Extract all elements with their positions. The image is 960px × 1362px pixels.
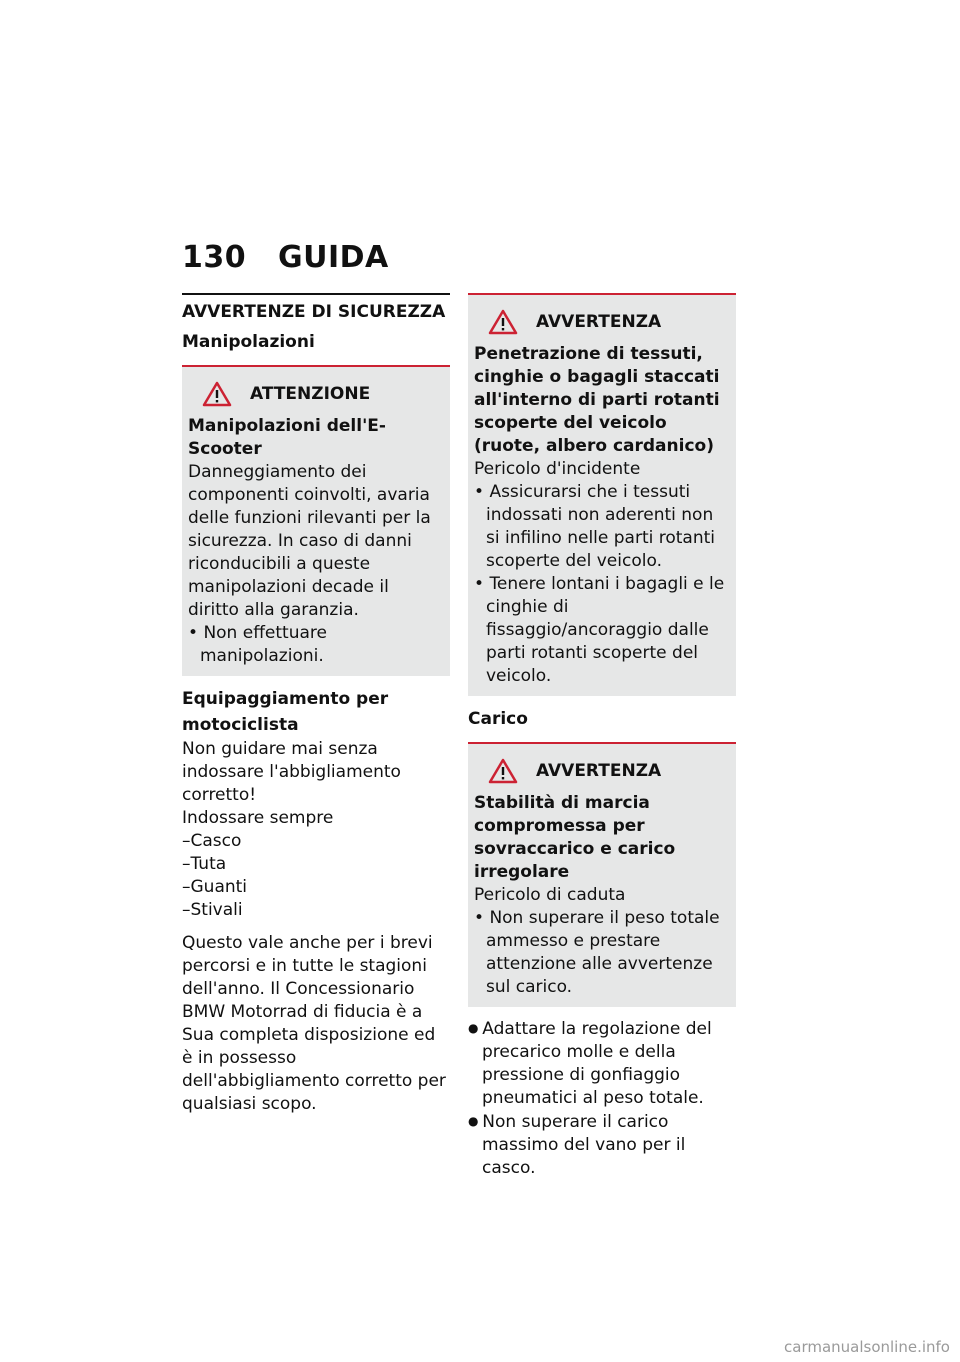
warning-text: Pericolo di caduta (474, 885, 626, 905)
warning-triangle-icon (488, 309, 518, 335)
caution-title: Manipolazioni dell'E-Scooter (188, 416, 386, 459)
warning-box (468, 293, 736, 696)
equipment-list (182, 830, 450, 922)
caution-text: Danneggiamento dei componenti coinvolti, avaria delle funzioni rilevanti per la sicurezza. In caso di danni riconducibili a queste manipolazioni decade il diritto alla garanzia. (188, 462, 431, 620)
subsection-carico: Carico (468, 709, 528, 729)
caution-bullet: • Non effettuare manipolazioni. (188, 622, 444, 668)
warning-box (468, 742, 736, 1007)
paragraph: Questo vale anche per i brevi percorsi e in tutte le stagioni dell'anno. Il Concessionario BMW Motorrad di fiducia è a Sua completa disposizione ed è in possesso dell'abbigliamento corretto per qualsiasi scopo. (182, 933, 446, 1114)
paragraph: Indossare sempre (182, 808, 334, 828)
warning-bullet: • Non superare il peso totale ammesso e prestare attenzione alle avvertenze sul carico. (474, 907, 730, 999)
caution-label: ATTENZIONE (250, 384, 371, 404)
paragraph: Non guidare mai senza indossare l'abbigliamento corretto! (182, 739, 401, 805)
instruction-list (468, 1017, 736, 1180)
subsection-manipolazioni: Manipolazioni (182, 332, 315, 352)
warning-title: Penetrazione di tessuti, cinghie o bagagli staccati all'interno di parti rotanti scoperte del veicolo (ruote, albero cardanico) (474, 344, 720, 456)
watermark: carmanualsonline.info (784, 1338, 950, 1356)
warning-label: AVVERTENZA (536, 761, 662, 781)
warning-bullet: • Tenere lontani i bagagli e le cinghie di fissaggio/ancoraggio dalle parti rotanti scoperte del veicolo. (474, 573, 730, 688)
page-number: 130 (182, 240, 247, 275)
warning-text: Pericolo d'incidente (474, 459, 641, 479)
right-column (468, 293, 736, 1180)
warning-triangle-icon (488, 758, 518, 784)
warning-title: Stabilità di marcia compromessa per sovraccarico e carico irregolare (474, 793, 676, 882)
page-title: GUIDA (278, 240, 389, 275)
list-item: – Tuta (182, 853, 450, 876)
left-column (182, 293, 450, 1116)
list-item: ● Adattare la regolazione del precarico molle e della pressione di gonfiaggio pneumatici al peso totale. (468, 1017, 736, 1110)
list-item: – Casco (182, 830, 450, 853)
page-header (182, 240, 389, 275)
list-item: ● Non superare il carico massimo del vano per il casco. (468, 1110, 736, 1180)
list-item: – Guanti (182, 876, 450, 899)
list-item: – Stivali (182, 899, 450, 922)
subsection-equipaggiamento: Equipaggiamento per motociclista (182, 689, 389, 735)
warning-triangle-icon (202, 381, 232, 407)
caution-box (182, 365, 450, 676)
warning-label: AVVERTENZA (536, 312, 662, 332)
section-title: AVVERTENZE DI SICUREZZA (182, 293, 450, 325)
warning-bullet: • Assicurarsi che i tessuti indossati non aderenti non si infilino nelle parti rotanti scoperte del veicolo. (474, 481, 730, 573)
